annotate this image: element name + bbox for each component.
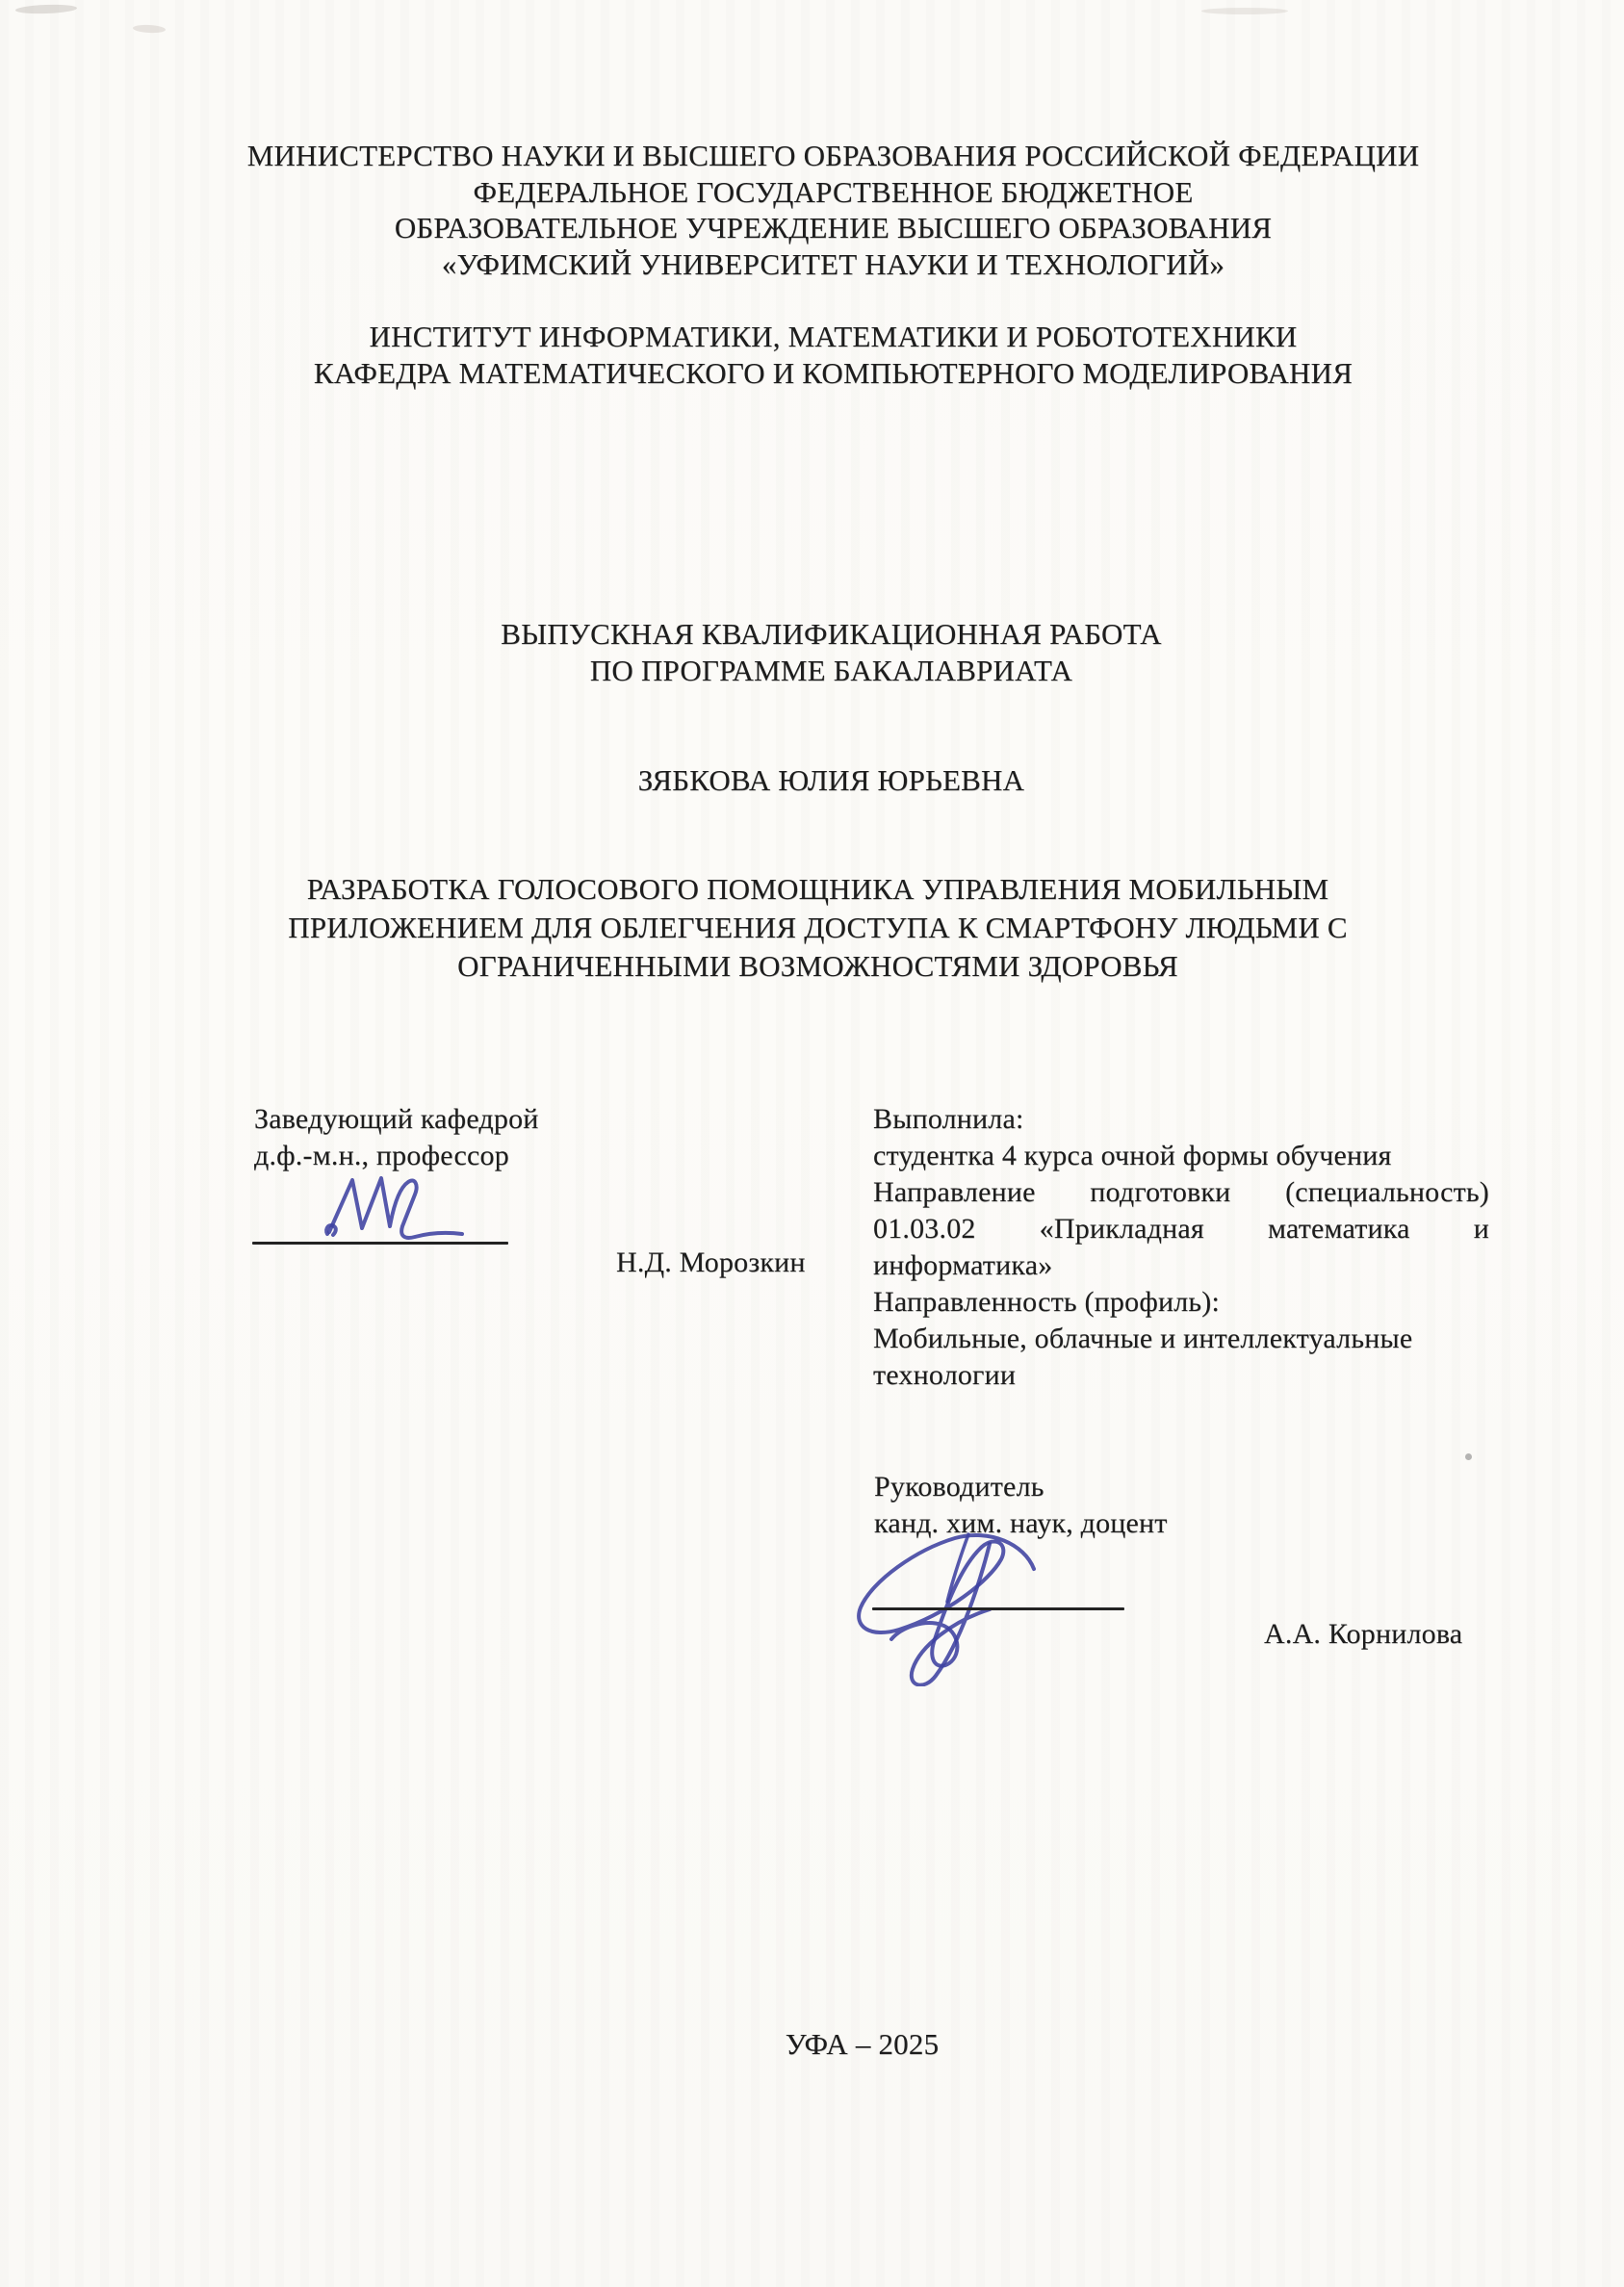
- scan-smudge: [133, 24, 166, 34]
- scan-dot-artifact: [1465, 1453, 1472, 1460]
- supervisor-degree: канд. хим. наук, доцент: [874, 1507, 1168, 1539]
- thesis-title-line: ПРИЛОЖЕНИЕМ ДЛЯ ОБЛЕГЧЕНИЯ ДОСТУПА К СМАРТФОНУ ЛЮДЬМИ С: [288, 911, 1348, 944]
- supervisor-signature-ink: [843, 1517, 1065, 1686]
- student-info-line: Направление подготовки (специальность): [873, 1176, 1489, 1208]
- ministry-line: ФЕДЕРАЛЬНОЕ ГОСУДАРСТВЕННОЕ БЮДЖЕТНОЕ: [473, 174, 1194, 209]
- department-head-degree: д.ф.-м.н., профессор: [254, 1140, 509, 1171]
- author-name: ЗЯБКОВА ЮЛИЯ ЮРЬЕВНА: [637, 763, 1025, 797]
- work-type-line: ПО ПРОГРАММЕ БАКАЛАВРИАТА: [589, 654, 1073, 687]
- institute-line: ИНСТИТУТ ИНФОРМАТИКИ, МАТЕМАТИКИ И РОБОТОТЕХНИКИ: [369, 320, 1298, 353]
- department-line: КАФЕДРА МАТЕМАТИЧЕСКОГО И КОМПЬЮТЕРНОГО МОДЕЛИРОВАНИЯ: [313, 355, 1353, 390]
- work-type: [19, 616, 1624, 689]
- work-type-line: ВЫПУСКНАЯ КВАЛИФИКАЦИОННАЯ РАБОТА: [501, 617, 1162, 651]
- ministry-line: ОБРАЗОВАТЕЛЬНОЕ УЧРЕЖДЕНИЕ ВЫСШЕГО ОБРАЗОВАНИЯ: [394, 211, 1273, 244]
- university-name: «УФИМСКИЙ УНИВЕРСИТЕТ НАУКИ И ТЕХНОЛОГИЙ»: [441, 246, 1225, 281]
- supervisor-name: А.А. Корнилова: [1264, 1618, 1463, 1650]
- student-info-line: Направленность (профиль):: [873, 1286, 1220, 1318]
- thesis-title-line: РАЗРАБОТКА ГОЛОСОВОГО ПОМОЩНИКА УПРАВЛЕНИЯ МОБИЛЬНЫМ: [306, 872, 1329, 906]
- student-info-line: Мобильные, облачные и интеллектуальные: [873, 1323, 1413, 1354]
- student-info-line: студентка 4 курса очной формы обучения: [873, 1140, 1392, 1171]
- institute-header: [21, 319, 1624, 391]
- department-head-title: Заведующий кафедрой: [254, 1103, 539, 1135]
- ministry-line: МИНИСТЕРСТВО НАУКИ И ВЫСШЕГО ОБРАЗОВАНИЯ РОССИЙСКОЙ ФЕДЕРАЦИИ: [246, 139, 1420, 172]
- supervisor-signature-line: [872, 1607, 1124, 1610]
- city-year: УФА – 2025: [785, 2027, 940, 2061]
- performed-label: Выполнила:: [873, 1103, 1024, 1135]
- student-info-line: 01.03.02 «Прикладная математика и: [873, 1213, 1489, 1245]
- student-info-line: информатика»: [873, 1249, 1053, 1281]
- scan-smudge: [1201, 8, 1288, 14]
- department-head-name: Н.Д. Морозкин: [616, 1246, 806, 1278]
- head-signature-line: [252, 1242, 508, 1245]
- supervisor-role: Руководитель: [874, 1471, 1044, 1503]
- department-head-block: [254, 1101, 658, 1174]
- scan-smudge: [15, 4, 77, 14]
- head-signature-ink: [318, 1165, 472, 1247]
- student-info-block: [873, 1101, 1489, 1394]
- student-info-line: технологии: [873, 1359, 1017, 1391]
- thesis-title-line: ОГРАНИЧЕННЫМИ ВОЗМОЖНОСТЯМИ ЗДОРОВЬЯ: [457, 949, 1178, 983]
- thesis-title: [6, 870, 1624, 986]
- ministry-header: [21, 138, 1624, 282]
